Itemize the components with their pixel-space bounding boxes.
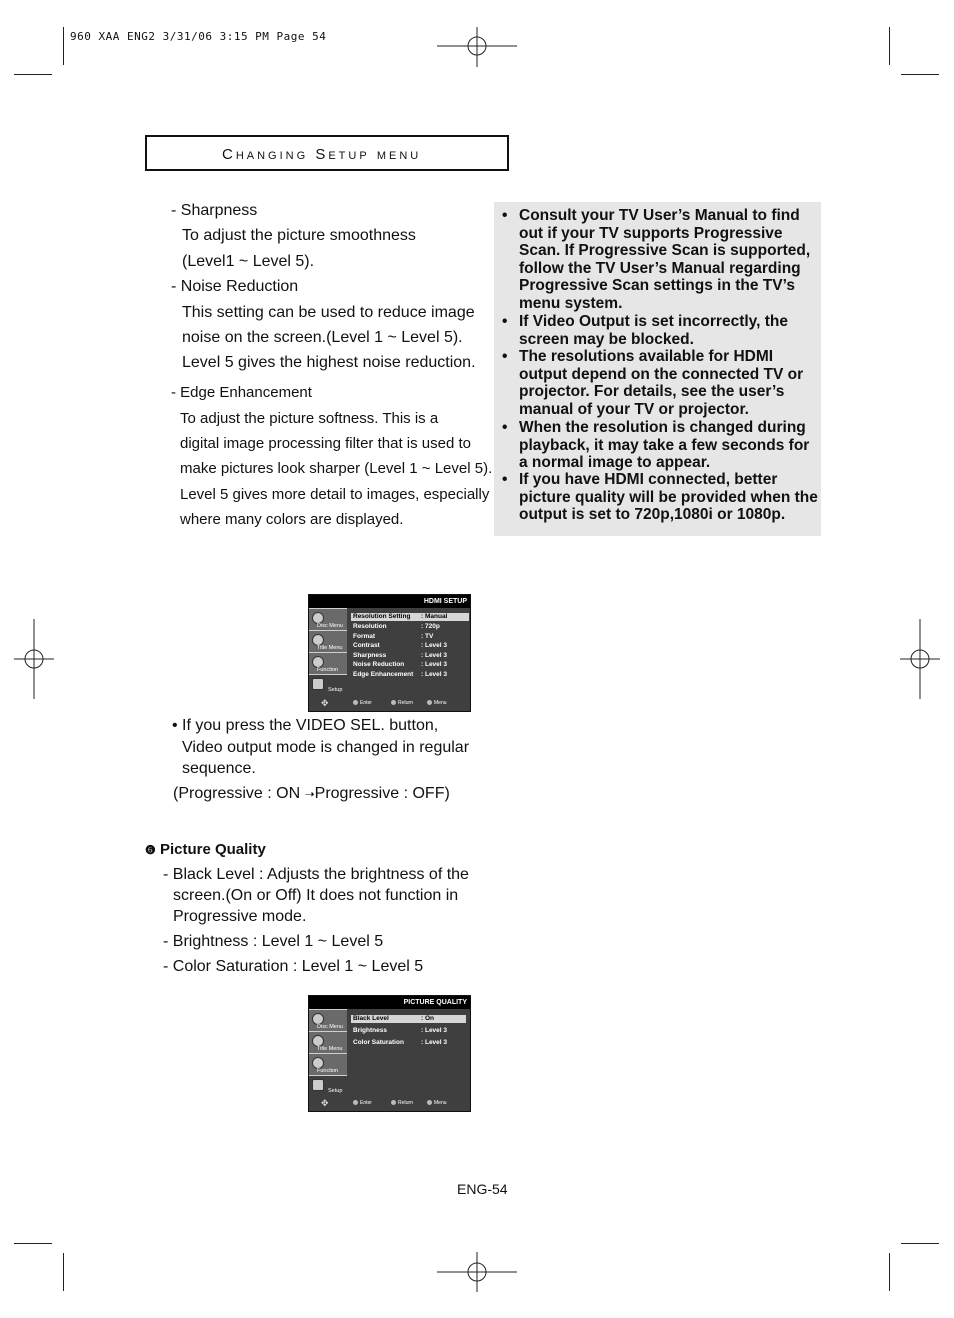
- arrow-right-icon: ➝: [304, 787, 315, 801]
- return-hint: Return: [391, 700, 413, 706]
- noise-heading: - Noise Reduction: [171, 278, 299, 295]
- black-level-text: screen.(On or Off) It does not function in: [173, 887, 459, 904]
- navigation-icon: ✥: [321, 698, 329, 708]
- enter-hint: Enter: [353, 1100, 372, 1106]
- note-item: • If Video Output is set incorrectly, the screen may be blocked.: [502, 313, 789, 348]
- crop-mark: [901, 1243, 939, 1244]
- sharpness-range: (Level1 ~ Level 5).: [182, 253, 315, 270]
- crop-mark: [63, 1253, 64, 1291]
- osd-row: Sharpness : Level 3: [353, 652, 448, 659]
- registration-mark: [437, 1252, 517, 1292]
- crop-mark: [901, 74, 939, 75]
- setup-item: Setup: [309, 1076, 347, 1095]
- edge-text: digital image processing filter that is used to: [180, 435, 471, 452]
- menu-hint: Menu: [427, 1100, 447, 1106]
- gear-icon: [312, 678, 324, 690]
- step-number-icon: ❻: [145, 843, 156, 857]
- osd-header: HDMI SETUP: [309, 595, 470, 608]
- video-sel-text: • If you press the VIDEO SEL. button,: [172, 717, 439, 734]
- title-menu-item: Title Menu: [309, 1032, 347, 1053]
- note-item: • When the resolution is changed during playback, it may take a few seconds for a normal image to appear.: [502, 419, 810, 472]
- edge-text: where many colors are displayed.: [180, 511, 404, 528]
- black-level-text: - Black Level : Adjusts the brightness of the: [163, 866, 469, 883]
- picture-quality-screen: [308, 995, 471, 1112]
- edge-text: make pictures look sharper (Level 1 ~ Level 5).: [180, 460, 493, 477]
- osd-row: Noise Reduction : Level 3: [353, 661, 448, 668]
- progressive-sequence: (Progressive : ON ➝Progressive : OFF): [173, 785, 450, 802]
- menu-hint: Menu: [427, 700, 447, 706]
- black-level-text: Progressive mode.: [173, 908, 307, 925]
- disc-menu-item: Disc Menu: [309, 1010, 347, 1031]
- section-title-box: [145, 135, 509, 171]
- disc-menu-item: Disc Menu: [309, 609, 347, 630]
- sharpness-heading: - Sharpness: [171, 202, 258, 219]
- video-sel-text: Video output mode is changed in regular: [182, 739, 470, 756]
- notes-box: [494, 202, 821, 536]
- picture-quality-heading: ❻ Picture Quality: [145, 841, 266, 858]
- osd-row: Color Saturation : Level 3: [353, 1039, 448, 1046]
- crop-mark: [889, 1253, 890, 1291]
- return-hint: Return: [391, 1100, 413, 1106]
- noise-text: This setting can be used to reduce image: [182, 304, 475, 321]
- osd-row: Resolution : 720p: [353, 623, 440, 630]
- sharpness-text: To adjust the picture smoothness: [182, 227, 416, 244]
- noise-text: noise on the screen.(Level 1 ~ Level 5).: [182, 329, 463, 346]
- setup-item: Setup: [309, 675, 347, 694]
- osd-row: Black Level : On: [351, 1015, 466, 1023]
- crop-mark: [14, 1243, 52, 1244]
- hdmi-setup-screen: [308, 594, 471, 712]
- brightness-text: - Brightness : Level 1 ~ Level 5: [163, 933, 384, 950]
- crop-mark: [63, 27, 64, 65]
- enter-hint: Enter: [353, 700, 372, 706]
- osd-row: Format : TV: [353, 633, 434, 640]
- registration-mark: [900, 619, 940, 699]
- noise-text: Level 5 gives the highest noise reduction.: [182, 354, 476, 371]
- section-title: Changing Setup menu: [222, 146, 422, 163]
- print-header: 960 XAA ENG2 3/31/06 3:15 PM Page 54: [70, 30, 327, 43]
- function-item: Function: [309, 653, 347, 674]
- note-item: • Consult your TV User’s Manual to find out if your TV supports Progressive Scan. If Progressive Scan is supported, follow the TV User’s Manual regarding Progressive Scan settings in the TV’s menu system.: [502, 207, 811, 312]
- edge-text: To adjust the picture softness. This is a: [180, 410, 439, 427]
- page-number: ENG-54: [457, 1181, 508, 1197]
- gear-icon: [312, 1079, 324, 1091]
- color-saturation-text: - Color Saturation : Level 1 ~ Level 5: [163, 958, 424, 975]
- note-item: • The resolutions available for HDMI output depend on the connected TV or projector. For details, see the user’s manual of your TV or projector.: [502, 348, 804, 418]
- edge-text: Level 5 gives more detail to images, especially: [180, 486, 490, 503]
- navigation-icon: ✥: [321, 1098, 329, 1108]
- registration-mark: [14, 619, 54, 699]
- video-sel-text: sequence.: [182, 760, 256, 777]
- crop-mark: [889, 27, 890, 65]
- title-menu-item: Title Menu: [309, 631, 347, 652]
- osd-row: Contrast : Level 3: [353, 642, 448, 649]
- osd-footer: [309, 695, 470, 711]
- edge-heading: - Edge Enhancement: [171, 384, 312, 401]
- crop-mark: [14, 74, 52, 75]
- osd-row: Brightness : Level 3: [353, 1027, 448, 1034]
- registration-mark: [437, 27, 517, 67]
- note-item: • If you have HDMI connected, better picture quality will be provided when the output is set to 720p,1080i or 1080p.: [502, 471, 818, 524]
- function-item: Function: [309, 1054, 347, 1075]
- osd-header: PICTURE QUALITY: [309, 996, 470, 1009]
- osd-footer: [309, 1095, 470, 1111]
- osd-row: Resolution Setting : Manual: [351, 613, 469, 621]
- osd-row: Edge Enhancement : Level 3: [353, 671, 448, 678]
